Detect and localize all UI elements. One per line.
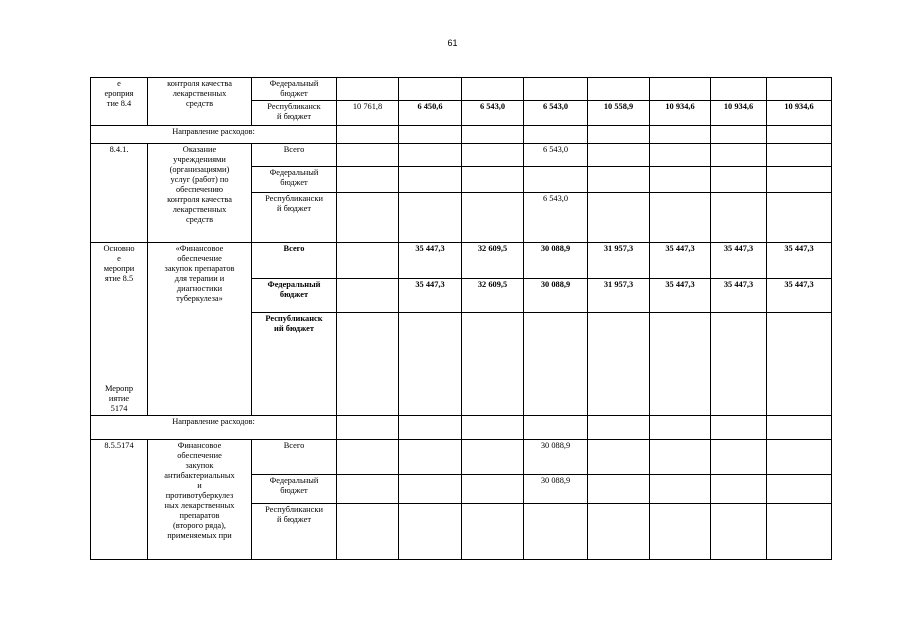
value-cell: 10 934,6 (650, 101, 711, 126)
value-cell (337, 416, 399, 440)
value-cell: 35 447,3 (767, 279, 832, 313)
value-cell (767, 167, 832, 193)
funding-source-cell (252, 504, 337, 560)
value-cell (650, 475, 711, 504)
value-cell (524, 416, 588, 440)
event-description-cell (148, 78, 252, 126)
value-cell: 35 447,3 (399, 279, 462, 313)
funding-source: Федеральный бюджет (269, 79, 319, 98)
funding-source-cell (252, 78, 337, 101)
event-code: 8.5.5174 (104, 441, 134, 450)
value-cell (399, 144, 462, 167)
value-cell: 31 957,3 (588, 243, 650, 279)
value-cell (650, 167, 711, 193)
table-row (91, 416, 832, 440)
event-code-cell (91, 440, 148, 560)
value-cell (337, 279, 399, 313)
value-cell (767, 78, 832, 101)
value-cell: 6 543,0 (524, 101, 588, 126)
value-cell: 32 609,5 (462, 243, 524, 279)
event-description: Финансовое обеспечение закупок антибактериальных и противотуберкулез ных лекарственных препаратов (второго ряда), применяемых при (164, 441, 235, 540)
value-cell: 30 088,9 (524, 243, 588, 279)
funding-source: Республиканск ий бюджет (265, 314, 323, 333)
value-cell: 30 088,9 (524, 440, 588, 475)
funding-source: Федеральный бюджет (267, 280, 321, 299)
value-cell (462, 126, 524, 144)
value-cell (337, 313, 399, 416)
value-cell (588, 167, 650, 193)
value-cell: 35 447,3 (399, 243, 462, 279)
value-cell (711, 504, 767, 560)
value-cell (462, 78, 524, 101)
table-row (91, 243, 832, 279)
value-cell (337, 144, 399, 167)
value-cell (767, 440, 832, 475)
funding-source: Всего (283, 145, 305, 154)
value-cell: 35 447,3 (650, 279, 711, 313)
value-cell (337, 78, 399, 101)
value-cell (337, 126, 399, 144)
budget-table (90, 77, 832, 560)
value-cell (767, 504, 832, 560)
value-cell (588, 440, 650, 475)
value-cell: 10 934,6 (711, 101, 767, 126)
direction-label: Направление расходов: (91, 416, 337, 440)
value-cell (711, 416, 767, 440)
page-number: 61 (447, 38, 458, 48)
value-cell (711, 126, 767, 144)
value-cell (588, 126, 650, 144)
value-cell (462, 416, 524, 440)
value-cell (399, 475, 462, 504)
value-cell (524, 78, 588, 101)
value-cell (524, 504, 588, 560)
value-cell (399, 416, 462, 440)
table-row (91, 440, 832, 475)
event-description: «Финансовое обеспечение закупок препаратов для терапии и диагностики туберкулеза» (164, 244, 235, 303)
value-cell (462, 167, 524, 193)
funding-source: Федеральный бюджет (269, 168, 319, 187)
event-description-cell (148, 440, 252, 560)
value-cell (462, 193, 524, 243)
funding-source: Республикански й бюджет (265, 505, 323, 524)
value-cell (462, 440, 524, 475)
value-cell (650, 313, 711, 416)
value-cell (462, 313, 524, 416)
value-cell (650, 504, 711, 560)
value-cell: 31 957,3 (588, 279, 650, 313)
value-cell: 35 447,3 (767, 243, 832, 279)
value-cell: 32 609,5 (462, 279, 524, 313)
value-cell (337, 475, 399, 504)
event-code-cell (91, 78, 148, 126)
value-cell (711, 144, 767, 167)
value-cell (588, 78, 650, 101)
value-cell (650, 440, 711, 475)
value-cell (337, 504, 399, 560)
value-cell (524, 313, 588, 416)
event-description: Оказание учреждениями (организациями) услуг (работ) по обеспечению контроля качества лекарственных средств (167, 145, 232, 224)
funding-source-cell (252, 144, 337, 167)
value-cell: 35 447,3 (711, 279, 767, 313)
value-cell (399, 126, 462, 144)
value-cell: 6 543,0 (462, 101, 524, 126)
value-cell: 6 543,0 (524, 193, 588, 243)
value-cell (399, 313, 462, 416)
funding-source: Республикански й бюджет (265, 194, 323, 213)
table-row (91, 78, 832, 101)
value-cell (399, 504, 462, 560)
value-cell (650, 78, 711, 101)
value-cell (588, 504, 650, 560)
funding-source: Республиканск й бюджет (267, 102, 321, 121)
value-cell (462, 504, 524, 560)
value-cell (588, 144, 650, 167)
table-row (91, 144, 832, 167)
value-cell (711, 78, 767, 101)
value-cell (767, 193, 832, 243)
value-cell (462, 475, 524, 504)
value-cell (711, 313, 767, 416)
table-row (91, 126, 832, 144)
value-cell (767, 313, 832, 416)
value-cell: 10 934,6 (767, 101, 832, 126)
value-cell: 35 447,3 (711, 243, 767, 279)
event-code: 8.4.1. (109, 145, 129, 154)
event-code: Основно е меропри ятие 8.5 (103, 244, 135, 283)
event-description-cell (148, 144, 252, 243)
value-cell: 10 558,9 (588, 101, 650, 126)
event-code: е ероприя тие 8.4 (104, 79, 134, 108)
value-cell (588, 416, 650, 440)
value-cell (337, 440, 399, 475)
value-cell (650, 416, 711, 440)
value-cell (711, 193, 767, 243)
value-cell (650, 144, 711, 167)
funding-source-cell (252, 243, 337, 279)
value-cell (399, 167, 462, 193)
value-cell (588, 475, 650, 504)
value-cell (399, 440, 462, 475)
value-cell (399, 78, 462, 101)
funding-source-cell (252, 440, 337, 475)
event-description-cell (148, 243, 252, 416)
value-cell (711, 475, 767, 504)
funding-source-cell (252, 313, 337, 416)
funding-source-cell (252, 101, 337, 126)
value-cell: 30 088,9 (524, 279, 588, 313)
value-cell (711, 440, 767, 475)
value-cell (399, 193, 462, 243)
funding-source: Всего (283, 441, 305, 450)
value-cell: 35 447,3 (650, 243, 711, 279)
value-cell: 6 543,0 (524, 144, 588, 167)
value-cell (767, 416, 832, 440)
funding-source-cell (252, 193, 337, 243)
event-code-cell (91, 144, 148, 243)
value-cell (767, 475, 832, 504)
value-cell (337, 193, 399, 243)
funding-source-cell (252, 475, 337, 504)
value-cell (588, 193, 650, 243)
funding-source: Всего (283, 244, 305, 253)
value-cell (767, 144, 832, 167)
event-code-secondary: Меропр иятие 5174 (104, 384, 134, 413)
direction-label: Направление расходов: (91, 126, 337, 144)
value-cell (337, 243, 399, 279)
funding-source-cell (252, 279, 337, 313)
funding-source-cell (252, 167, 337, 193)
value-cell: 10 761,8 (337, 101, 399, 126)
value-cell (650, 126, 711, 144)
value-cell (462, 144, 524, 167)
funding-source: Федеральный бюджет (269, 476, 319, 495)
value-cell (337, 167, 399, 193)
value-cell: 30 088,9 (524, 475, 588, 504)
value-cell (524, 126, 588, 144)
value-cell (524, 167, 588, 193)
value-cell (650, 193, 711, 243)
event-code-cell (91, 243, 148, 416)
value-cell (767, 126, 832, 144)
value-cell (711, 167, 767, 193)
value-cell: 6 450,6 (399, 101, 462, 126)
value-cell (588, 313, 650, 416)
event-description: контроля качества лекарственных средств (167, 79, 232, 108)
